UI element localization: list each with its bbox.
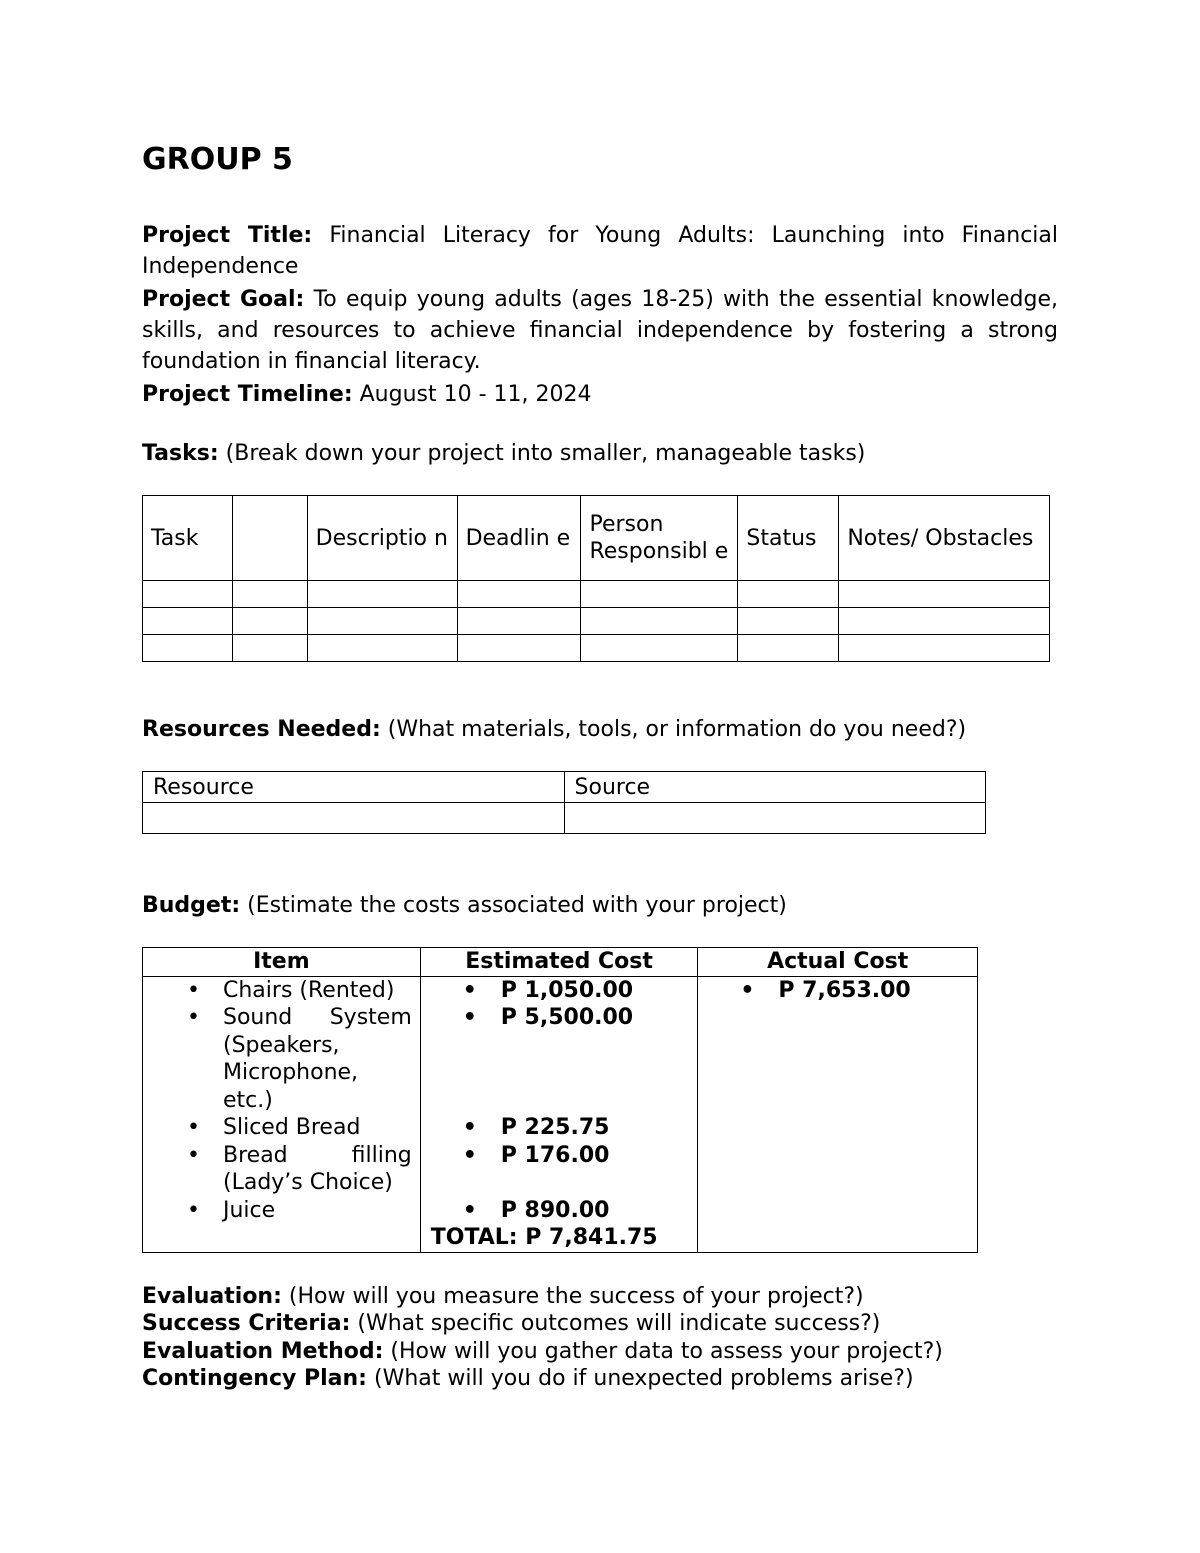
budget-items-cell (143, 976, 421, 1252)
project-goal-label: Project Goal: (142, 287, 305, 312)
success-criteria-line (142, 1310, 1058, 1338)
budget-hint: (Estimate the costs associated with your project) (247, 893, 787, 918)
contingency-plan-label: Contingency Plan: (142, 1366, 367, 1391)
table-row (143, 581, 1050, 608)
budget-col-estimated-cost: Estimated Cost (420, 948, 698, 977)
budget-item-juice: Juice (223, 1197, 276, 1223)
table-cell[interactable] (839, 581, 1050, 608)
table-cell[interactable] (581, 608, 738, 635)
budget-item-list (143, 977, 420, 1225)
tasks-hint: (Break down your project into smaller, manageable tasks) (225, 441, 866, 466)
list-item (421, 1114, 698, 1142)
list-item (698, 977, 977, 1005)
budget-header-row (143, 948, 978, 977)
budget-table (142, 947, 978, 1253)
budget-estimated-list-end (421, 1197, 698, 1225)
contingency-plan-line (142, 1365, 1058, 1393)
budget-body-row (143, 976, 978, 1252)
bullet-icon: • (462, 1005, 477, 1030)
spacer (421, 1087, 698, 1115)
table-cell[interactable] (839, 635, 1050, 662)
tasks-col-task: Task (143, 496, 233, 581)
estimated-cost-sliced-bread: P 225.75 (500, 1115, 610, 1140)
list-item (143, 977, 420, 1005)
tasks-col-status: Status (738, 496, 839, 581)
tasks-table (142, 495, 1050, 662)
actual-cost-total: P 7,653.00 (778, 977, 911, 1003)
table-cell[interactable] (457, 581, 581, 608)
list-item (143, 1142, 420, 1197)
list-item (421, 1197, 698, 1225)
table-cell[interactable] (738, 635, 839, 662)
bullet-icon: • (187, 977, 200, 1003)
resources-table (142, 771, 986, 834)
estimated-cost-juice: P 890.00 (500, 1197, 610, 1223)
bullet-icon: • (740, 977, 755, 1003)
tasks-col-description: Descriptio n (307, 496, 457, 581)
table-cell[interactable] (143, 803, 565, 834)
table-cell[interactable] (738, 581, 839, 608)
spacer (421, 1059, 698, 1087)
table-cell[interactable] (581, 635, 738, 662)
budget-actual-cell (698, 976, 978, 1252)
resources-heading (142, 714, 1058, 745)
table-cell[interactable] (839, 608, 1050, 635)
list-item (421, 1142, 698, 1170)
bullet-icon: • (462, 1197, 477, 1223)
resources-hint: (What materials, tools, or information do you need?) (387, 717, 967, 742)
bullet-icon: • (462, 1142, 477, 1168)
budget-estimated-list-continued (421, 1114, 698, 1169)
project-title-label: Project Title: (142, 223, 313, 248)
table-cell[interactable] (581, 581, 738, 608)
table-cell[interactable] (232, 581, 307, 608)
table-cell[interactable] (232, 608, 307, 635)
estimated-cost-bread-filling: P 176.00 (500, 1142, 610, 1168)
tasks-col-blank (232, 496, 307, 581)
bullet-icon: • (187, 1197, 200, 1223)
estimated-cost-sound-system: P 5,500.00 (500, 1005, 634, 1030)
resources-col-resource: Resource (143, 772, 565, 803)
table-cell[interactable] (307, 608, 457, 635)
bullet-icon: • (187, 1142, 200, 1168)
tasks-col-person-responsible: Person Responsibl e (581, 496, 738, 581)
table-cell[interactable] (232, 635, 307, 662)
table-row (143, 608, 1050, 635)
table-cell[interactable] (143, 635, 233, 662)
resources-col-source: Source (564, 772, 985, 803)
bullet-icon: • (187, 1115, 200, 1140)
budget-label: Budget: (142, 893, 241, 918)
budget-item-sliced-bread: Sliced Bread (223, 1115, 361, 1140)
spacer (421, 1032, 698, 1060)
budget-col-actual-cost: Actual Cost (698, 948, 978, 977)
evaluation-hint: (How will you measure the success of your project?) (288, 1283, 864, 1309)
table-cell[interactable] (457, 635, 581, 662)
list-item (143, 1114, 420, 1142)
spacer (421, 1169, 698, 1197)
budget-actual-list (698, 977, 977, 1005)
page-title: GROUP 5 (142, 142, 293, 177)
budget-estimated-list (421, 977, 698, 1032)
table-cell[interactable] (457, 608, 581, 635)
tasks-header-row (143, 496, 1050, 581)
contingency-plan-hint: (What will you do if unexpected problems arise?) (373, 1366, 914, 1391)
list-item (421, 1004, 698, 1032)
list-item (421, 977, 698, 1005)
tasks-heading (142, 438, 1058, 469)
success-criteria-label: Success Criteria: (142, 1311, 351, 1336)
table-row (143, 803, 986, 834)
table-cell[interactable] (143, 581, 233, 608)
table-cell[interactable] (307, 635, 457, 662)
success-criteria-hint: (What specific outcomes will indicate success?) (357, 1311, 881, 1336)
table-row (143, 635, 1050, 662)
budget-estimated-cell (420, 976, 698, 1252)
project-timeline (142, 379, 1058, 410)
evaluation-section (142, 1283, 1058, 1393)
resources-label: Resources Needed: (142, 717, 381, 742)
evaluation-label: Evaluation: (142, 1283, 282, 1309)
budget-col-item: Item (143, 948, 421, 977)
evaluation-method-hint: (How will you gather data to assess your project?) (390, 1338, 943, 1364)
project-goal (142, 284, 1058, 377)
bullet-icon: • (462, 977, 477, 1003)
tasks-col-notes: Notes/ Obstacles (839, 496, 1050, 581)
project-timeline-label: Project Timeline: (142, 382, 353, 407)
budget-total: TOTAL: P 7,841.75 (430, 1225, 658, 1250)
project-title-value: Financial Literacy for Young Adults: Launching into Financial Independence (142, 223, 1059, 279)
tasks-col-deadline: Deadlin e (457, 496, 581, 581)
table-cell[interactable] (738, 608, 839, 635)
list-item (143, 1004, 420, 1114)
estimated-cost-chairs: P 1,050.00 (500, 977, 634, 1003)
budget-item-sound-system: Sound System (Speakers, Microphone, etc.) (223, 1005, 412, 1113)
evaluation-method-line (142, 1338, 1058, 1366)
evaluation-method-label: Evaluation Method: (142, 1338, 384, 1364)
evaluation-line (142, 1283, 1058, 1311)
budget-heading (142, 890, 1058, 921)
budget-item-chairs: Chairs (Rented) (223, 977, 395, 1003)
tasks-label: Tasks: (142, 441, 219, 466)
table-cell[interactable] (143, 608, 233, 635)
budget-item-bread-filling: Bread filling (Lady’s Choice) (223, 1142, 412, 1195)
resources-header-row (143, 772, 986, 803)
list-item (143, 1197, 420, 1225)
project-goal-value: To equip young adults (ages 18-25) with the essential knowledge, skills, and resources to achieve financial independence by fostering a strong foundation in financial literacy. (142, 287, 1059, 374)
project-timeline-value: August 10 - 11, 2024 (359, 382, 592, 407)
table-cell[interactable] (564, 803, 985, 834)
project-title (142, 220, 1058, 282)
table-cell[interactable] (307, 581, 457, 608)
bullet-icon: • (462, 1115, 477, 1140)
document-page (142, 140, 1058, 1393)
bullet-icon: • (187, 1005, 200, 1030)
